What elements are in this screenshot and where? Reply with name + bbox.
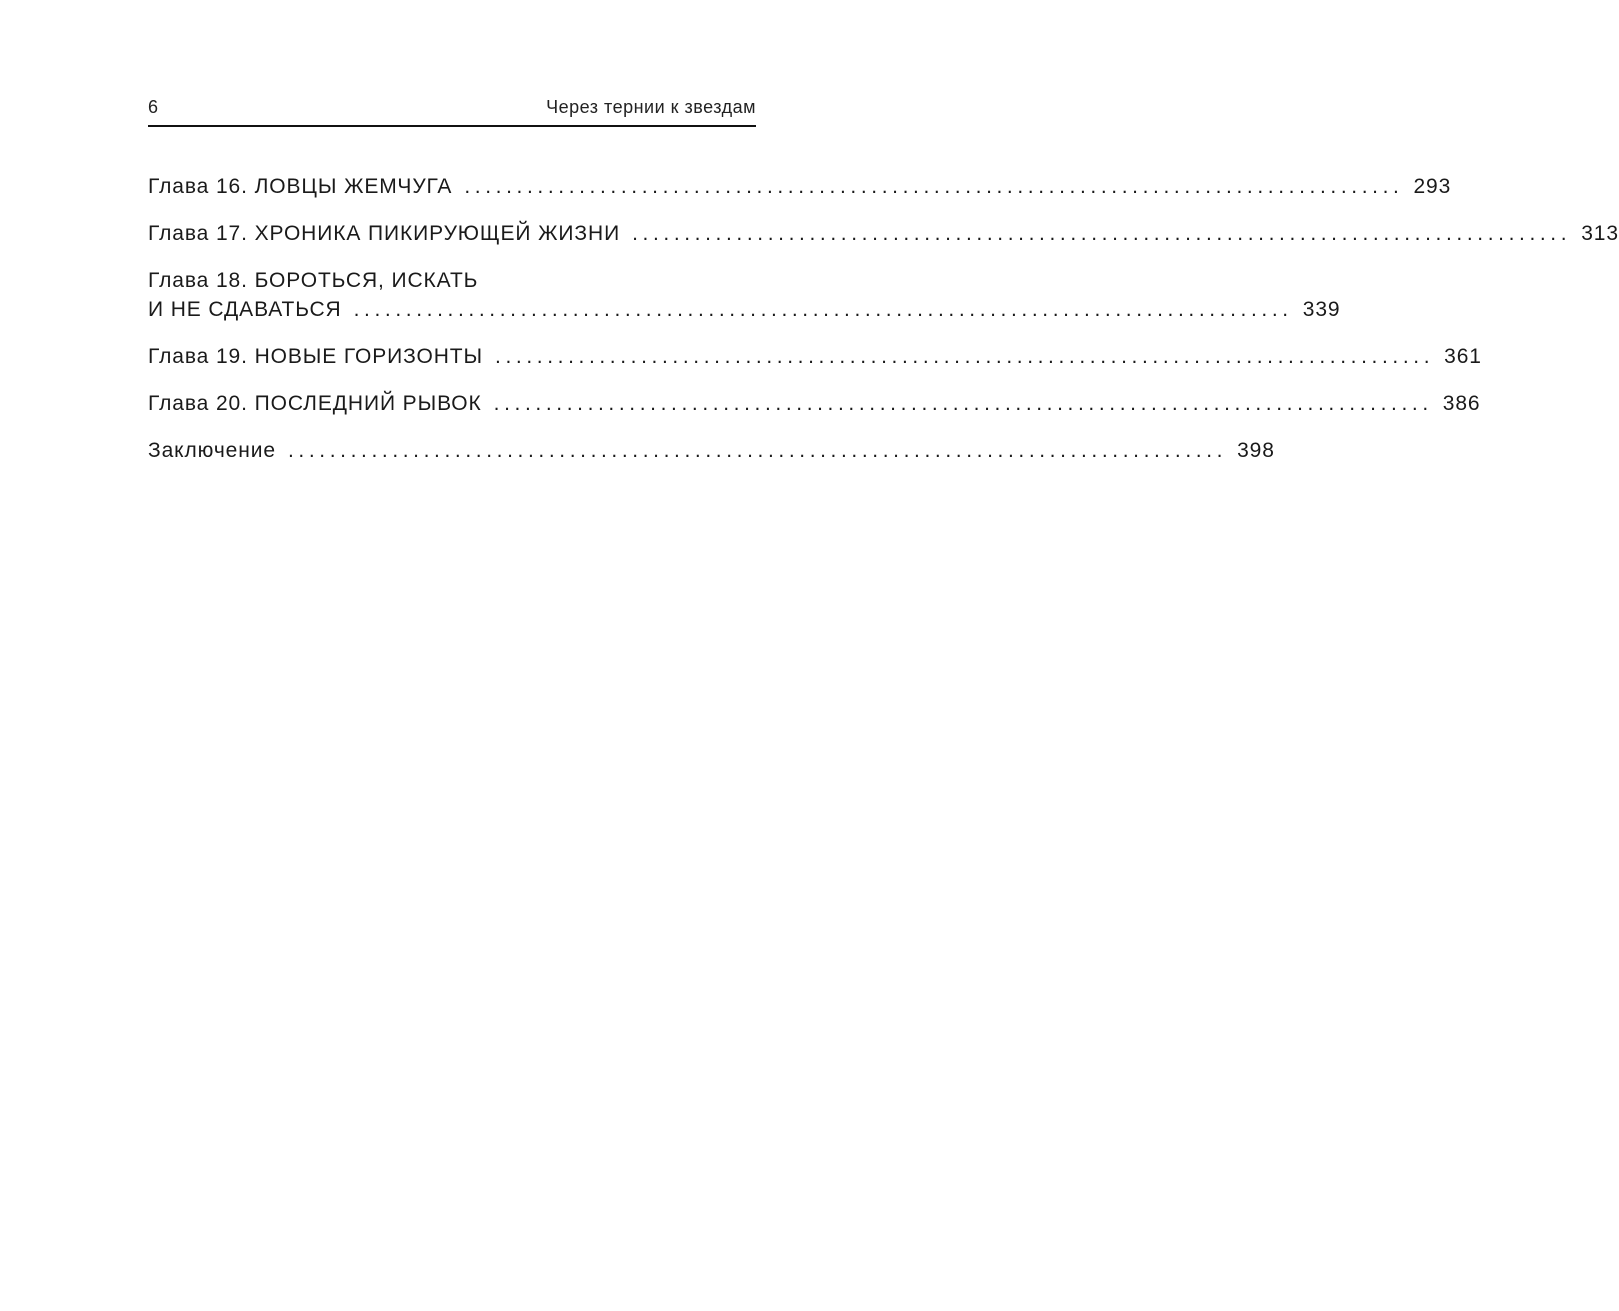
toc-entry-page: 313: [1581, 222, 1619, 245]
dot-leader: ..........................................................................................: [287, 439, 1228, 462]
toc-entry-chapter-19[interactable]: [148, 342, 1482, 371]
book-title: Через тернии к звездам: [546, 97, 756, 117]
table-of-contents: [148, 172, 1619, 483]
toc-entry-page: 293: [1413, 175, 1452, 198]
toc-entry-chapter-18[interactable]: [148, 266, 1341, 324]
toc-entry-title-line-1: Глава 18. БОРОТЬСЯ, ИСКАТЬ: [148, 269, 479, 292]
dot-leader: ..........................................................................................: [464, 175, 1404, 198]
dot-leader: ..........................................................................................: [632, 222, 1572, 245]
running-head: [148, 97, 756, 121]
toc-entry-chapter-20[interactable]: [148, 389, 1481, 418]
toc-entry-chapter-17[interactable]: [148, 219, 1619, 248]
page-number: 6: [148, 97, 159, 117]
toc-entry-title: Глава 19. НОВЫЕ ГОРИЗОНТЫ: [148, 345, 484, 368]
dot-leader: ..........................................................................................: [353, 298, 1293, 321]
toc-entry-title: Глава 17. ХРОНИКА ПИКИРУЮЩЕЙ ЖИЗНИ: [148, 222, 621, 245]
dot-leader: ..........................................................................................: [495, 345, 1435, 368]
dot-leader: ..........................................................................................: [493, 392, 1433, 415]
toc-entry-title-line-2: И НЕ СДАВАТЬСЯ: [148, 298, 342, 321]
toc-entry-chapter-16[interactable]: [148, 172, 1452, 201]
toc-entry-page: 339: [1302, 298, 1341, 321]
toc-entry-title: Заключение: [148, 439, 276, 462]
toc-entry-conclusion[interactable]: [148, 436, 1275, 465]
toc-entry-page: 398: [1237, 439, 1275, 462]
toc-entry-page: 361: [1444, 345, 1482, 368]
toc-entry-title: Глава 16. ЛОВЦЫ ЖЕМЧУГА: [148, 175, 453, 198]
toc-entry-title: Глава 20. ПОСЛЕДНИЙ РЫВОК: [148, 392, 482, 415]
header-rule: [148, 125, 756, 127]
toc-entry-page: 386: [1442, 392, 1481, 415]
